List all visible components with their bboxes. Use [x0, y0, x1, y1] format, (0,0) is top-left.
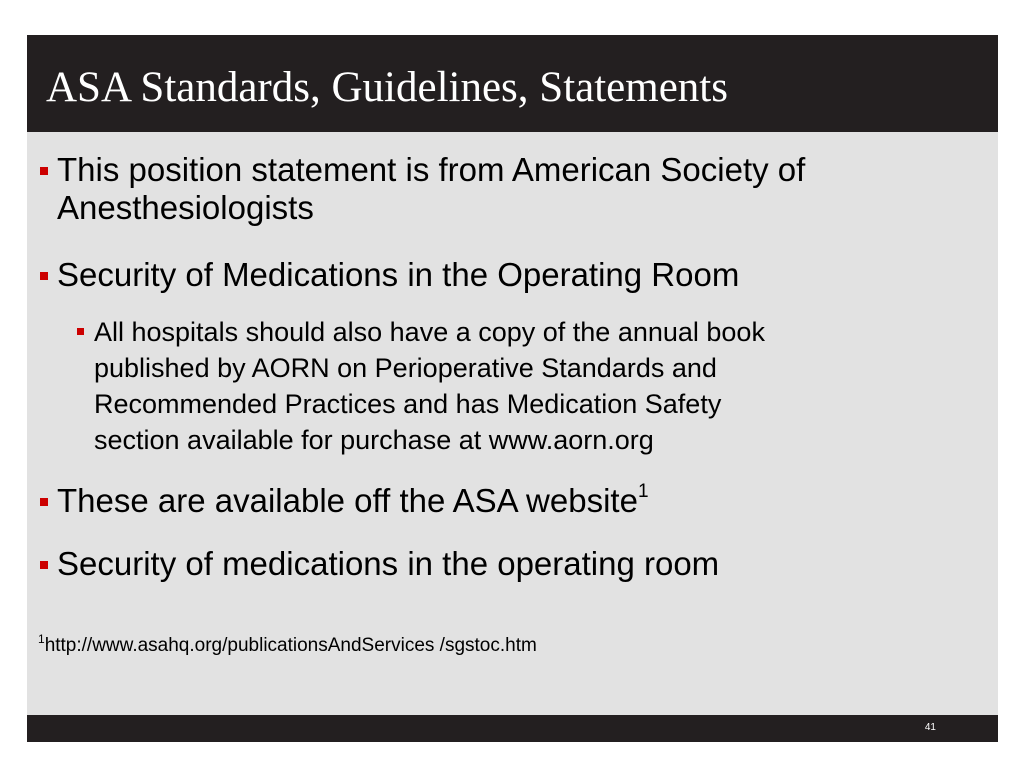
bullet-item-source	[40, 151, 997, 227]
footnote	[38, 634, 537, 658]
footnote-reference: 1	[637, 481, 649, 502]
page-number: 41	[924, 722, 936, 733]
sub-bullet-text-line: All hospitals should also have a copy of the annual book	[94, 317, 765, 347]
square-bullet-icon	[40, 498, 48, 506]
bullet-text: These are available off the ASA website	[57, 482, 638, 519]
bullet-item-security-or	[40, 256, 739, 294]
square-bullet-icon	[40, 272, 48, 280]
sub-bullet-text-line: Recommended Practices and has Medication Safety	[94, 389, 722, 419]
bullet-text-line: Anesthesiologists	[57, 189, 314, 226]
title-bar	[27, 35, 998, 132]
square-bullet-icon	[40, 167, 48, 175]
square-bullet-icon	[40, 561, 48, 569]
footer-bar	[27, 715, 998, 742]
square-bullet-icon	[77, 328, 84, 335]
slide-title: ASA Standards, Guidelines, Statements	[46, 64, 728, 111]
sub-bullet-text-line: published by AORN on Perioperative Standards and	[94, 353, 717, 383]
content-area	[27, 132, 998, 715]
bullet-text: Security of medications in the operating room	[57, 545, 720, 582]
sub-bullet-text-line: section available for purchase at www.aorn.org	[94, 425, 654, 455]
bullet-text-line: This position statement is from American Society of	[57, 151, 806, 188]
footnote-url: http://www.asahq.org/publicationsAndServices /sgstoc.htm	[44, 635, 537, 656]
footnote-marker: 1	[38, 632, 45, 646]
bullet-text: Security of Medications in the Operating Room	[57, 256, 740, 293]
bullet-item-security-medications	[40, 545, 719, 583]
sub-bullet-item-aorn	[77, 314, 974, 458]
bullet-item-asa-website	[40, 482, 649, 520]
